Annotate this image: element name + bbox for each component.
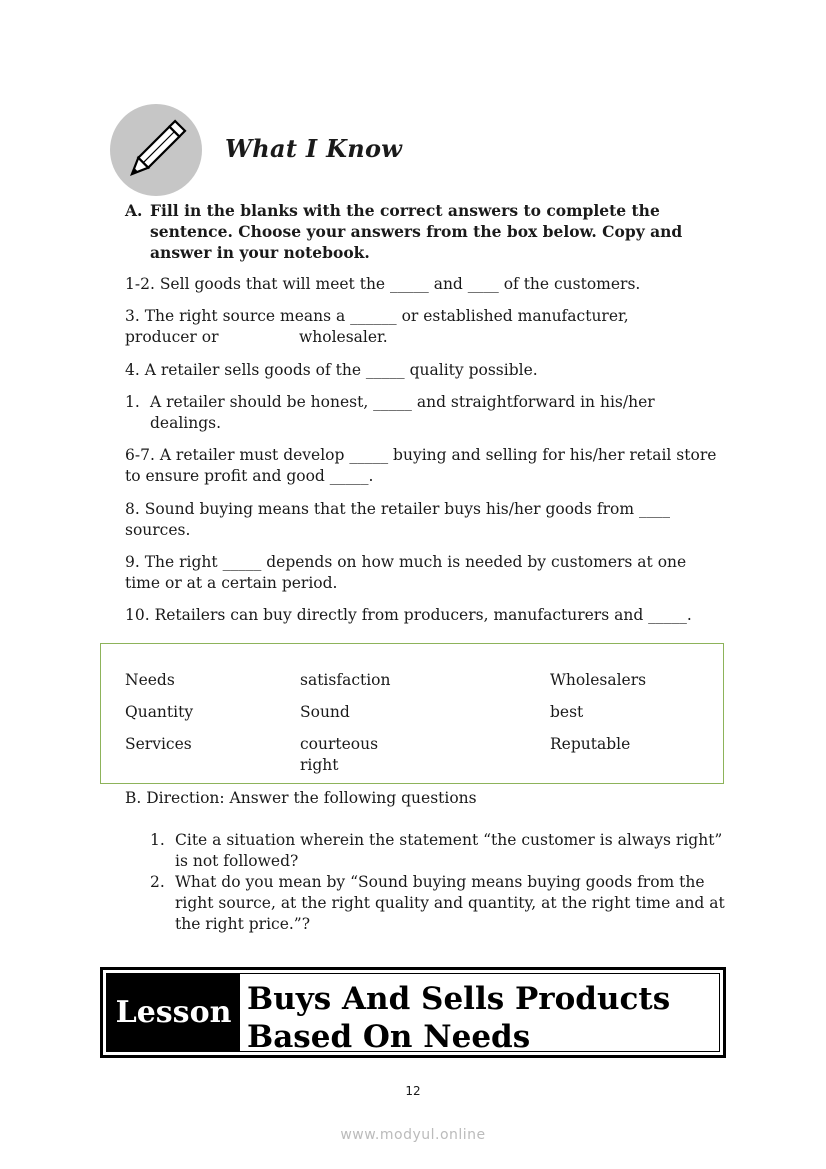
part-a-instruction (125, 200, 715, 263)
question-9: 9. The right _____ depends on how much is needed by customers at one time or at a certain period. (125, 553, 687, 592)
part-b-question-2 (150, 872, 730, 935)
part-b-question-1 (150, 830, 730, 872)
section-title: What I Know (225, 134, 403, 163)
question-3 (125, 306, 725, 348)
lesson-banner (100, 967, 726, 1058)
word-box-item: Reputable (550, 735, 631, 753)
lesson-title (247, 980, 670, 1056)
question-4: 4. A retailer sells goods of the _____ quality possible. (125, 361, 538, 379)
part-b-direction: B. Direction: Answer the following questions (125, 789, 477, 807)
word-box-item: Wholesalers (550, 671, 647, 689)
word-box-item: right (300, 756, 339, 774)
word-box (100, 643, 724, 784)
word-box-item: best (550, 703, 584, 721)
page-number: 12 (405, 1084, 421, 1098)
lesson-label: Lesson (107, 974, 240, 1051)
word-box-item: Sound (300, 703, 350, 721)
question-3-line-2b: wholesaler. (299, 328, 388, 346)
question-5-number: 1. (125, 393, 140, 411)
word-box-item: Quantity (125, 703, 194, 721)
pencil-icon (110, 104, 202, 196)
question-6-7: 6-7. A retailer must develop _____ buying and selling for his/her retail store to ensure profit and good _____. (125, 446, 717, 485)
part-a-label: A. (125, 201, 143, 220)
question-10: 10. Retailers can buy directly from producers, manufacturers and _____. (125, 606, 692, 624)
question-1-2: 1-2. Sell goods that will meet the _____ and ____ of the customers. (125, 275, 641, 293)
question-5-text: A retailer should be honest, _____ and straightforward in his/her dealings. (150, 393, 655, 432)
word-box-item: Needs (125, 671, 175, 689)
question-3-line-1: 3. The right source means a ______ or established manufacturer, (125, 307, 629, 325)
part-a-instruction-text: Fill in the blanks with the correct answers to complete the sentence. Choose your answers from the box below. Copy and answer in your notebook. (150, 201, 683, 262)
question-5 (125, 392, 725, 434)
part-b-question-1-number: 1. (150, 831, 165, 849)
word-box-item: satisfaction (300, 671, 391, 689)
question-3-line-2a: producer or (125, 328, 219, 346)
footer-watermark: www.modyul.online (340, 1127, 486, 1143)
lesson-title-line-1: Buys And Sells Products (247, 981, 671, 1017)
question-8: 8. Sound buying means that the retailer buys his/her goods from ____ sources. (125, 500, 670, 539)
word-box-item: Services (125, 735, 192, 753)
part-b-question-2-number: 2. (150, 873, 165, 891)
lesson-title-line-2: Based On Needs (247, 1019, 531, 1055)
part-b-question-1-text: Cite a situation wherein the statement “the customer is always right” is not followed? (175, 831, 723, 870)
part-b-question-2-text: What do you mean by “Sound buying means buying goods from the right source, at the right quality and quantity, at the right time and at the right price.”? (175, 873, 725, 933)
word-box-item: courteous (300, 735, 379, 753)
